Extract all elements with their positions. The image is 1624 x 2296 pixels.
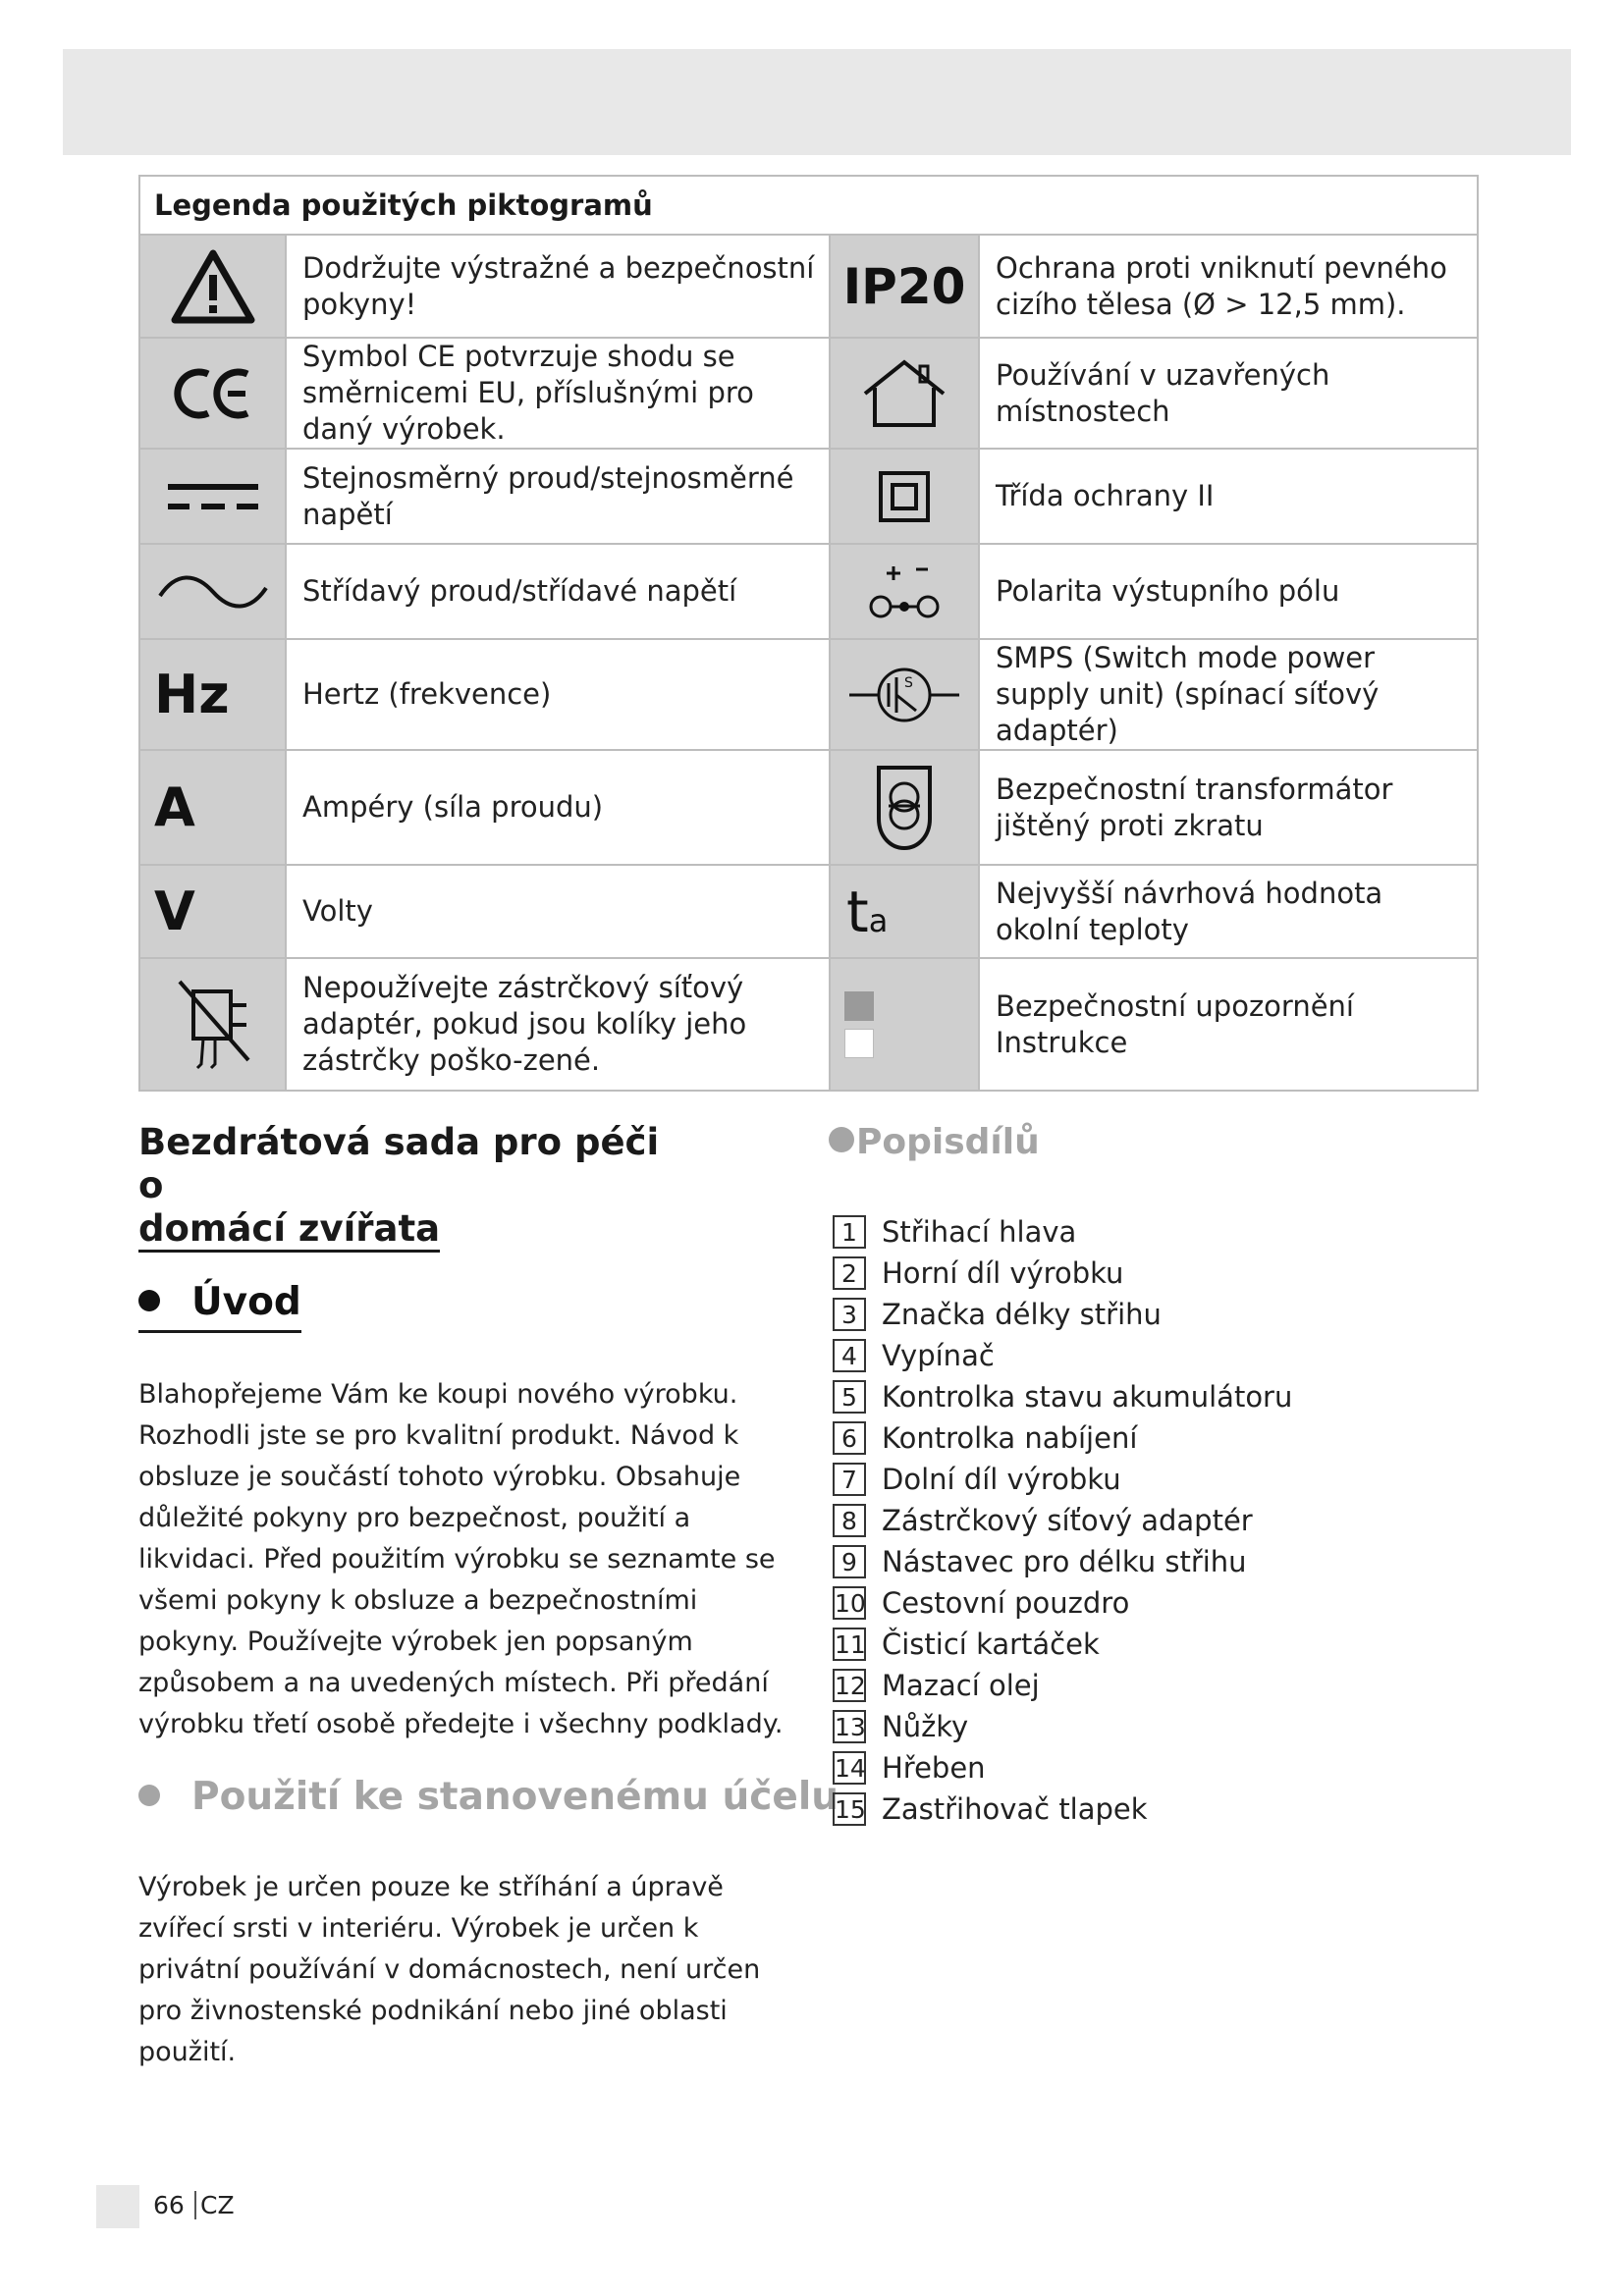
legend-row xyxy=(139,449,1478,544)
part-label: Hřeben xyxy=(882,1751,986,1785)
list-item xyxy=(833,1294,1520,1335)
part-label: Čisticí kartáček xyxy=(882,1628,1100,1661)
part-number: 6 xyxy=(833,1421,866,1455)
legend-text: Nepoužívejte zástrčkový síťový adaptér, pokud jsou kolíky jeho zástrčky poško-zené. xyxy=(286,958,830,1091)
part-number: 3 xyxy=(833,1298,866,1331)
ip20-label: IP20 xyxy=(830,235,979,338)
part-label: Kontrolka nabíjení xyxy=(882,1421,1138,1455)
legend-text: Střídavý proud/střídavé napětí xyxy=(286,544,830,639)
part-number: 2 xyxy=(833,1256,866,1290)
parts-list xyxy=(833,1211,1520,1830)
part-label: Cestovní pouzdro xyxy=(882,1586,1130,1620)
legend-row xyxy=(139,865,1478,958)
list-item xyxy=(833,1459,1520,1500)
legend-text: Bezpečnostní upozornění Instrukce xyxy=(979,958,1478,1091)
bullet-icon xyxy=(829,1127,854,1152)
part-number: 1 xyxy=(833,1215,866,1249)
legend-text: Třída ochrany II xyxy=(979,449,1478,544)
legend-text: Polarita výstupního pólu xyxy=(979,544,1478,639)
smps-icon xyxy=(830,639,979,750)
part-number: 4 xyxy=(833,1339,866,1372)
list-item xyxy=(833,1789,1520,1830)
svg-text:S: S xyxy=(904,674,913,691)
legend-text: Nejvyšší návrhová hodnota okolní teploty xyxy=(979,865,1478,958)
part-number: 8 xyxy=(833,1504,866,1537)
header-bar xyxy=(63,49,1571,155)
notice-squares-icon xyxy=(830,958,979,1091)
list-item xyxy=(833,1376,1520,1417)
bullet-icon xyxy=(138,1290,160,1311)
page-title xyxy=(138,1121,688,1251)
direct-current-icon xyxy=(139,449,286,544)
part-label: Vypínač xyxy=(882,1339,995,1372)
part-label: Nástavec pro délku střihu xyxy=(882,1545,1247,1578)
legend-row xyxy=(139,750,1478,865)
list-item xyxy=(833,1582,1520,1624)
list-item xyxy=(833,1253,1520,1294)
part-label: Zástrčkový síťový adaptér xyxy=(882,1504,1253,1537)
intended-use-paragraph: Výrobek je určen pouze ke stříhání a úpravě zvířecí srsti v interiéru. Výrobek je určen k privátní používání v domácnostech, není určen pro živnostenské podnikání nebo jiné oblasti použití. xyxy=(138,1872,761,2067)
instruction-square-icon xyxy=(844,1029,874,1058)
list-item xyxy=(833,1211,1520,1253)
part-number: 12 xyxy=(833,1669,866,1702)
legend-text: Bezpečnostní transformátor jištěný proti zkratu xyxy=(979,750,1478,865)
part-number: 10 xyxy=(833,1586,866,1620)
ta-main: t xyxy=(846,878,869,945)
part-label: Dolní díl výrobku xyxy=(882,1463,1121,1496)
page-number: 66 xyxy=(153,2191,185,2219)
list-item xyxy=(833,1541,1520,1582)
parts-heading xyxy=(829,1122,1040,1162)
alternating-current-icon xyxy=(139,544,286,639)
legend-row xyxy=(139,338,1478,449)
page-marker xyxy=(96,2185,139,2228)
max-ambient-temperature-symbol xyxy=(830,865,979,958)
part-number: 5 xyxy=(833,1380,866,1414)
language-code: CZ xyxy=(194,2191,235,2219)
legend-header-row xyxy=(139,176,1478,235)
protection-class-2-icon xyxy=(830,449,979,544)
legend-text: Volty xyxy=(286,865,830,958)
intro-heading xyxy=(138,1280,301,1333)
ce-mark-icon xyxy=(139,338,286,449)
legend-text: Symbol CE potvrzuje shodu se směrnicemi EU, příslušnými pro daný výrobek. xyxy=(286,338,830,449)
legend-text: Ampéry (síla proudu) xyxy=(286,750,830,865)
safety-notice-square-icon xyxy=(844,991,874,1021)
list-item xyxy=(833,1706,1520,1747)
list-item xyxy=(833,1665,1520,1706)
legend-title: Legenda použitých piktogramů xyxy=(139,176,1478,235)
intro-paragraph: Blahopřejeme Vám ke koupi nového výrobku. Rozhodli jste se pro kvalitní produkt. Návod k obsluze je součástí tohoto výrobku. Obsahuje důležité pokyny pro bezpečnost, použití a likvidaci. Před použitím výrobku se seznamte se všemi pokyny k obsluze a bezpečnostními pokyny. Používejte výrobek jen popsaným způsobem a na uvedených místech. Při předání výrobku třetí osobě předejte i všechny podklady. xyxy=(138,1379,784,1739)
intro-heading-text: Úvod xyxy=(191,1280,301,1324)
list-item xyxy=(833,1500,1520,1541)
part-number: 15 xyxy=(833,1792,866,1826)
ampere-symbol: A xyxy=(139,750,286,865)
part-label: Zastřihovač tlapek xyxy=(882,1792,1148,1826)
pictogram-legend-table xyxy=(138,175,1479,1092)
list-item xyxy=(833,1624,1520,1665)
part-number: 9 xyxy=(833,1545,866,1578)
legend-text: Dodržujte výstražné a bezpečnostní pokyny! xyxy=(286,235,830,338)
polarity-icon xyxy=(830,544,979,639)
legend-text: Hertz (frekvence) xyxy=(286,639,830,750)
warning-triangle-icon xyxy=(139,235,286,338)
legend-row xyxy=(139,958,1478,1091)
safety-transformer-icon xyxy=(830,750,979,865)
list-item xyxy=(833,1747,1520,1789)
part-number: 13 xyxy=(833,1710,866,1743)
part-number: 11 xyxy=(833,1628,866,1661)
legend-text: SMPS (Switch mode power supply unit) (spínací síťový adaptér) xyxy=(979,639,1478,750)
legend-text: Používání v uzavřených místnostech xyxy=(979,338,1478,449)
part-label: Horní díl výrobku xyxy=(882,1256,1124,1290)
list-item xyxy=(833,1335,1520,1376)
part-label: Značka délky střihu xyxy=(882,1298,1162,1331)
legend-text: Ochrana proti vniknutí pevného cizího tělesa (Ø > 12,5 mm). xyxy=(979,235,1478,338)
list-item xyxy=(833,1417,1520,1459)
legend-row xyxy=(139,544,1478,639)
legend-row xyxy=(139,235,1478,338)
legend-row xyxy=(139,639,1478,750)
page-title-line2: domácí zvířata xyxy=(138,1207,440,1253)
volt-symbol: V xyxy=(139,865,286,958)
part-number: 7 xyxy=(833,1463,866,1496)
parts-heading-text: Popisdílů xyxy=(856,1122,1040,1162)
hz-symbol: Hz xyxy=(139,639,286,750)
legend-text: Stejnosměrný proud/stejnosměrné napětí xyxy=(286,449,830,544)
damaged-plug-icon xyxy=(139,958,286,1091)
part-label: Nůžky xyxy=(882,1710,969,1743)
ta-sub: a xyxy=(868,901,889,939)
part-number: 14 xyxy=(833,1751,866,1785)
part-label: Mazací olej xyxy=(882,1669,1040,1702)
intended-use-heading-text: Použití ke stanovenému účelu xyxy=(191,1775,839,1819)
house-icon xyxy=(830,338,979,449)
bullet-icon xyxy=(138,1785,160,1806)
page-title-line1: Bezdrátová sada pro péči o xyxy=(138,1121,660,1206)
intended-use-heading xyxy=(138,1775,839,1819)
part-label: Střihací hlava xyxy=(882,1215,1077,1249)
part-label: Kontrolka stavu akumulátoru xyxy=(882,1380,1293,1414)
